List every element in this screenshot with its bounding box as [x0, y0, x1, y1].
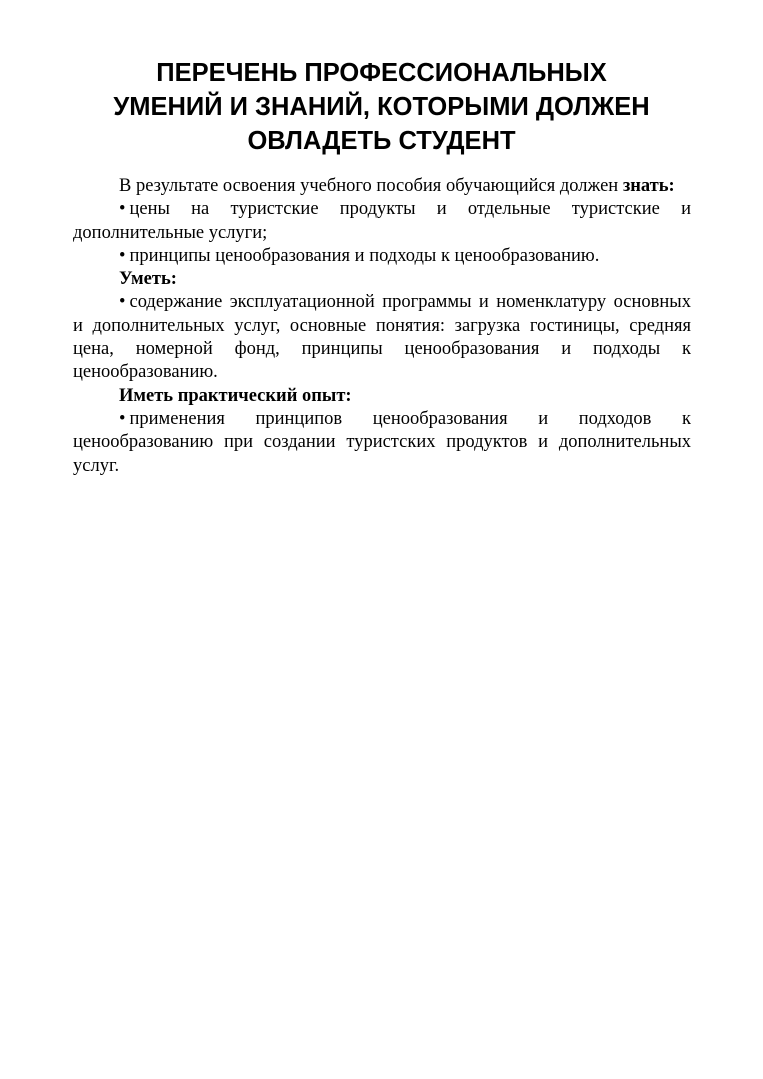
practice-item-text: применения принципов ценообразования и подходов к ценообразованию при создании туристских продуктов и дополнительных услуг.: [73, 408, 691, 476]
know-item-text: цены на туристские продукты и отдельные туристские и дополнительные услуги;: [73, 199, 691, 243]
know-label: знать:: [622, 176, 675, 196]
know-item-2: [73, 245, 691, 268]
document-body: [73, 175, 691, 478]
title-line-3: ОВЛАДЕТЬ СТУДЕНТ: [247, 127, 516, 155]
practice-label: Иметь практический опыт:: [119, 385, 352, 406]
practice-item-1: [73, 408, 691, 478]
know-item-text: принципы ценообразования и подходы к ценообразованию.: [129, 245, 600, 266]
page-title: [60, 56, 703, 158]
title-line-2: УМЕНИЙ И ЗНАНИЙ, КОТОРЫМИ ДОЛЖЕН: [113, 93, 650, 121]
bullet-icon: •: [119, 292, 126, 313]
title-line-1: ПЕРЕЧЕНЬ ПРОФЕССИОНАЛЬНЫХ: [156, 59, 607, 87]
bullet-icon: •: [119, 245, 126, 266]
bullet-icon: •: [119, 408, 126, 429]
bullet-icon: •: [119, 199, 126, 220]
intro-paragraph: [73, 175, 691, 198]
know-item-1: [73, 198, 691, 245]
skills-item-1: [73, 291, 691, 384]
intro-text: В результате освоения учебного пособия обучающийся должен: [119, 176, 619, 196]
skills-label: Уметь:: [119, 269, 177, 290]
skills-item-text: содержание эксплуатационной программы и номенклатуру основных и дополнительных услуг, основные понятия: загрузка гостиницы, средняя цена, номерной фонд, принципы ценообразования и подходы к ценообразованию.: [73, 292, 691, 383]
